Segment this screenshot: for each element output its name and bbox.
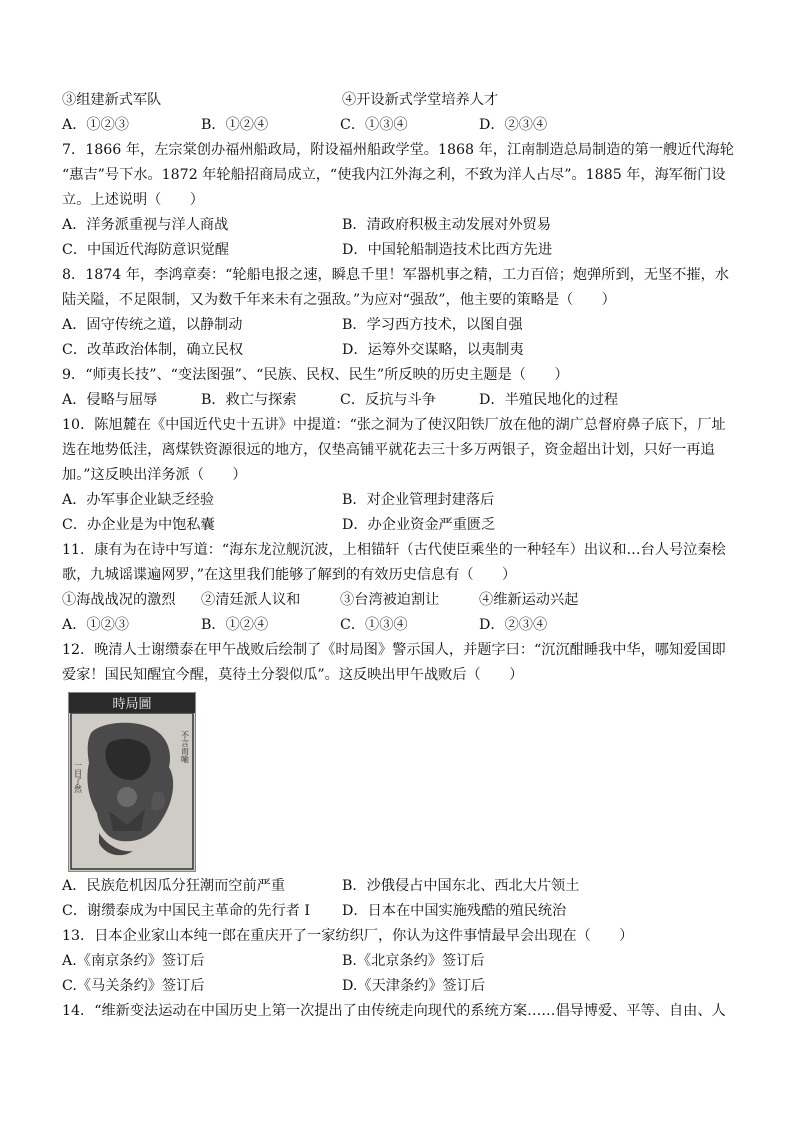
option-d: D．半殖民地化的过程 (479, 392, 619, 408)
option-b: B．①②④ (201, 617, 269, 633)
statement-4: ④维新运动兴起 (479, 592, 579, 608)
statement-3: ③台湾被迫割让 (340, 592, 440, 608)
q10-stem-1: 10．陈旭麓在《中国近代史十五讲》中提道：“张之洞为了使汉阳铁厂放在他的湖广总督府鼻子底下，厂址 (62, 417, 726, 433)
q8-options-cd (62, 338, 732, 363)
q9-options (62, 388, 732, 413)
poster-side-text-left: 一目了然 (73, 761, 83, 793)
option-b: B．沙俄侵占中国东北、西北大片领土 (342, 878, 580, 894)
q8-stem-1: 8．1874 年，李鸿章奏：“轮船电报之速，瞬息千里！军器机事之精，工力百倍；炮弹所到，无坚不摧，水 (62, 267, 729, 283)
poster-side-text-right: 不言而喻 (180, 731, 190, 763)
option-a: A．固守传统之道，以静制动 (62, 317, 243, 333)
poster-illustration (69, 693, 195, 871)
option-b: B．救亡与探索 (201, 392, 297, 408)
option-a: A．办军事企业缺乏经验 (62, 492, 215, 508)
option-c: C.《马关条约》签订后 (62, 978, 205, 994)
option-d: D．办企业资金严重匮乏 (342, 517, 496, 533)
q12-stem-1: 12．晚清人士谢缵泰在甲午战败后绘制了《时局图》警示国人，并题字曰：“沉沉酣睡我中华，哪知爱国即 (62, 642, 726, 658)
poster-title: 時局圖 (112, 697, 152, 712)
option-c: C．①③④ (340, 617, 408, 633)
q11-stem-1: 11．康有为在诗中写道：“海东龙泣舰沉波，上相锚轩（古代使臣乘坐的一种轻车）出议和…台人号泣秦桧 (62, 542, 726, 558)
q13-stem-1: 13．日本企业家山本纯一郎在重庆开了一家纺织厂，你认为这件事情最早会出现在（ ） (62, 928, 634, 944)
option-c: C．中国近代海防意识觉醒 (62, 242, 229, 258)
option-a: A．洋务派重视与洋人商战 (62, 217, 229, 233)
q10-stem-3: 加。”这反映出洋务派（ ） (62, 467, 247, 483)
option-b: B．学习西方技术，以图自强 (342, 317, 523, 333)
option-d: D.《天津条约》签订后 (342, 978, 486, 994)
option-c: C．办企业是为中饱私囊 (62, 517, 215, 533)
statement-2: ②清廷派人议和 (201, 592, 301, 608)
option-b: B．①②④ (201, 117, 269, 133)
q11-options (62, 613, 732, 638)
q14-stem-1: 14．“维新变法运动在中国历史上第一次提出了由传统走向现代的系统方案……倡导博爱、平等、自由、人 (62, 1003, 726, 1019)
option-d: D．②③④ (479, 617, 548, 633)
option-a: A．①②③ (62, 617, 129, 633)
option-c: C．①③④ (340, 117, 408, 133)
shiju-tu-poster-image (68, 692, 196, 872)
q11-statements (62, 588, 732, 613)
q11-stem-2: 歌，九城谣谍遍网罗，”在这里我们能够了解到的有效历史信息有（ ） (62, 567, 517, 583)
option-b: B.《北京条约》签订后 (342, 953, 485, 969)
q13-options-ab (62, 949, 732, 974)
q12-stem-2: 爱家！国民知醒宜今醒，莫待土分裂似瓜”。这反映出甲午战败后（ ） (62, 667, 524, 683)
q10-options-cd (62, 513, 732, 538)
q10-options-ab (62, 488, 732, 513)
q13-options-cd (62, 974, 732, 999)
statement-1: ①海战战况的激烈 (62, 592, 176, 608)
option-d: D．中国轮船制造技术比西方先进 (342, 242, 553, 258)
q12-options-cd (62, 899, 732, 924)
statement-4: ④开设新式学堂培养人才 (342, 92, 499, 108)
option-c: C．谢缵泰成为中国民主革命的先行者 I (62, 903, 310, 919)
option-b: B．清政府积极主动发展对外贸易 (342, 217, 552, 233)
option-d: D．日本在中国实施残酷的殖民统治 (342, 903, 567, 919)
q6-options (62, 113, 732, 138)
option-a: A．民族危机因瓜分狂潮而空前严重 (62, 878, 286, 894)
option-d: D．运筹外交谋略，以夷制夷 (342, 342, 524, 358)
q7-options-ab (62, 213, 732, 238)
q7-stem-3: 立。上述说明（ ） (62, 192, 204, 208)
q7-stem-2: “惠吉”号下水。1872 年轮船招商局成立，“使我内江外海之利，不致为洋人占尽”。1885 年，海军衙门设 (62, 167, 726, 183)
q6-statement-row (62, 88, 732, 113)
q9-stem-1: 9．“师夷长技”、“变法图强”、“民族、民权、民生”所反映的历史主题是（ ） (62, 367, 569, 383)
q12-options-ab (62, 874, 732, 899)
q12-figure (62, 688, 732, 874)
option-c: C．改革政治体制，确立民权 (62, 342, 244, 358)
q7-stem-1: 7．1866 年，左宗棠创办福州船政局，附设福州船政学堂。1868 年，江南制造总局制造的第一艘近代海轮 (62, 142, 734, 158)
option-a: A.《南京条约》签订后 (62, 953, 205, 969)
option-a: A．①②③ (62, 117, 129, 133)
q7-options-cd (62, 238, 732, 263)
option-b: B．对企业管理封建落后 (342, 492, 495, 508)
option-c: C．反抗与斗争 (340, 392, 436, 408)
option-a: A．侵略与屈辱 (62, 392, 158, 408)
exam-content (62, 88, 732, 1024)
poster-sleeper-figure (117, 787, 137, 807)
q8-stem-2: 陆关隘，不足限制，又为数千年来未有之强敌。”为应对“强敌”，他主要的策略是（ ） (62, 292, 616, 308)
q8-options-ab (62, 313, 732, 338)
statement-3: ③组建新式军队 (62, 92, 162, 108)
option-d: D．②③④ (479, 117, 548, 133)
q10-stem-2: 选在地势低洼，离煤铁资源很远的地方，仅垫高铺平就花去三十多万两银子，资金超出计划，只好一再追 (62, 442, 715, 458)
